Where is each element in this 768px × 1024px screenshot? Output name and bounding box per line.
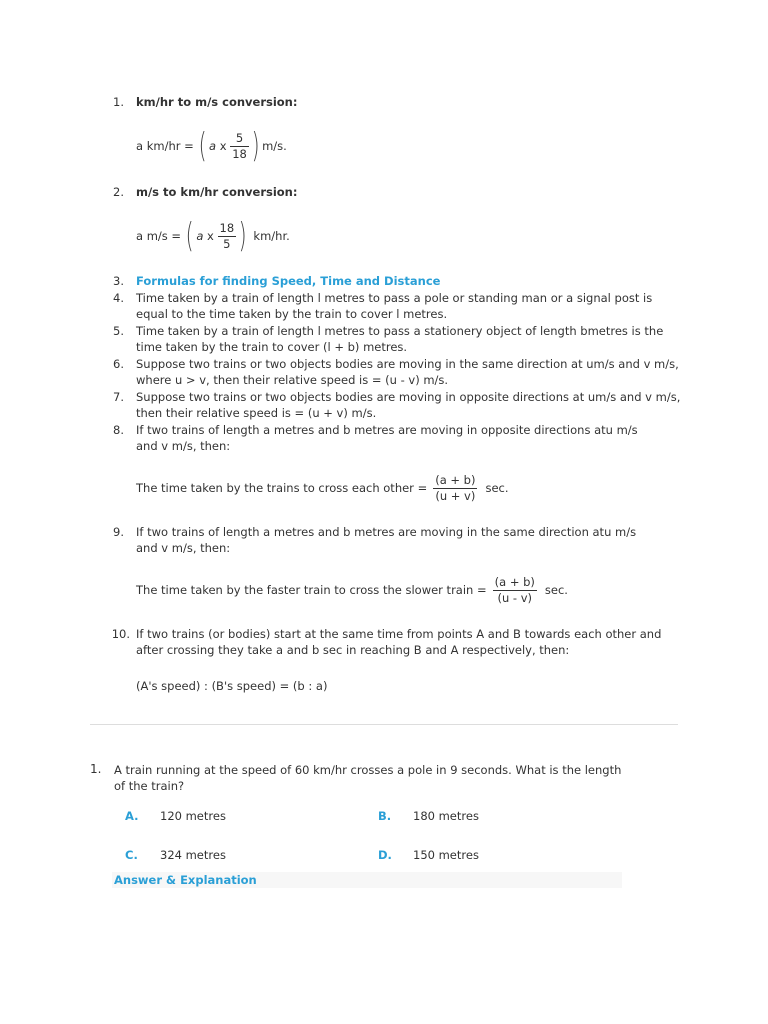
fraction: $\frac{5}{18}$ <box>232 130 247 161</box>
item-text: Time taken by a train of length l metres to pass a pole or standing man or a signal post is <box>136 291 653 305</box>
formula-text: The time taken by the trains to cross each other = <box>136 481 428 495</box>
question-text: of the train? <box>114 779 185 793</box>
item-number: 4. <box>113 291 124 305</box>
formula-lhs: a km/hr = <box>136 139 194 153</box>
right-paren: ) <box>251 126 260 166</box>
time-formula <box>136 471 509 505</box>
item-number: 9. <box>113 525 124 539</box>
answer-explanation-link[interactable]: Answer & Explanation <box>114 873 257 887</box>
conversion-formula <box>136 216 290 256</box>
formula-unit: m/s. <box>262 139 287 153</box>
fraction: $\frac{(a + b)}{(u - v)}$ <box>494 574 535 605</box>
divider <box>90 724 678 725</box>
item-text: time taken by the train to cover (l + b) metres. <box>136 340 408 354</box>
item-text: Suppose two trains or two objects bodies are moving in the same direction at um/s and v m/s, <box>136 357 679 371</box>
item-text: after crossing they take a and b sec in reaching B and A respectively, then: <box>136 643 570 657</box>
item-number: 5. <box>113 324 124 338</box>
item-text: If two trains of length a metres and b metres are moving in the same direction atu m/s <box>136 525 637 539</box>
formula-lhs: a m/s = <box>136 229 182 243</box>
formula-var: a x <box>196 229 214 243</box>
time-formula <box>136 573 568 607</box>
formula-var: a x <box>209 139 227 153</box>
question-text: A train running at the speed of 60 km/hr crosses a pole in 9 seconds. What is the length <box>114 763 622 777</box>
item-text: then their relative speed is = (u + v) m/s. <box>136 406 377 420</box>
left-paren: ( <box>198 126 207 166</box>
item-text: Time taken by a train of length l metres to pass a stationery object of length bmetres is the <box>136 324 664 338</box>
conversion-title: m/s to km/hr conversion: <box>136 185 298 199</box>
question-number: 1. <box>90 762 102 776</box>
formula-unit: sec. <box>544 583 568 597</box>
option-b-letter[interactable]: B. <box>378 809 392 823</box>
right-paren: ) <box>238 216 247 256</box>
formula-unit: km/hr. <box>253 229 290 243</box>
item-text: If two trains (or bodies) start at the same time from points A and B towards each other and <box>136 627 662 641</box>
conversion-title: km/hr to m/s conversion: <box>136 95 298 109</box>
item-text: where u > v, then their relative speed is = (u - v) m/s. <box>136 373 449 387</box>
item-number: 7. <box>113 390 124 404</box>
fraction: $\frac{(a + b)}{(u + v)}$ <box>435 472 476 503</box>
formula-text: The time taken by the faster train to cross the slower train = <box>136 583 487 597</box>
item-text: and v m/s, then: <box>136 439 231 453</box>
left-paren: ( <box>185 216 194 256</box>
item-text: If two trains of length a metres and b metres are moving in opposite directions atu m/s <box>136 423 638 437</box>
option-a-text[interactable]: 120 metres <box>160 809 226 823</box>
item-number: 2. <box>113 185 124 199</box>
item-number: 10. <box>111 627 130 641</box>
option-c-text[interactable]: 324 metres <box>160 848 226 862</box>
option-d-text[interactable]: 150 metres <box>413 848 479 862</box>
option-d-letter[interactable]: D. <box>378 848 392 862</box>
formula-unit: sec. <box>485 481 509 495</box>
item-number: 1. <box>113 95 124 109</box>
section-title: Formulas for finding Speed, Time and Distance <box>136 274 441 288</box>
item-text: Suppose two trains or two objects bodies are moving in opposite directions at um/s and v m/s, <box>136 390 681 404</box>
option-b-text[interactable]: 180 metres <box>413 809 479 823</box>
item-number: 3. <box>113 274 124 288</box>
option-a-letter[interactable]: A. <box>125 809 139 823</box>
option-c-letter[interactable]: C. <box>125 848 138 862</box>
conversion-formula <box>136 126 287 166</box>
fraction: $\frac{18}{5}$ <box>219 220 235 251</box>
item-number: 8. <box>113 423 124 437</box>
speed-ratio-formula: (A's speed) : (B's speed) = (b : a) <box>136 679 328 693</box>
item-text: and v m/s, then: <box>136 541 231 555</box>
item-text: equal to the time taken by the train to cover l metres. <box>136 307 448 321</box>
item-number: 6. <box>113 357 124 371</box>
